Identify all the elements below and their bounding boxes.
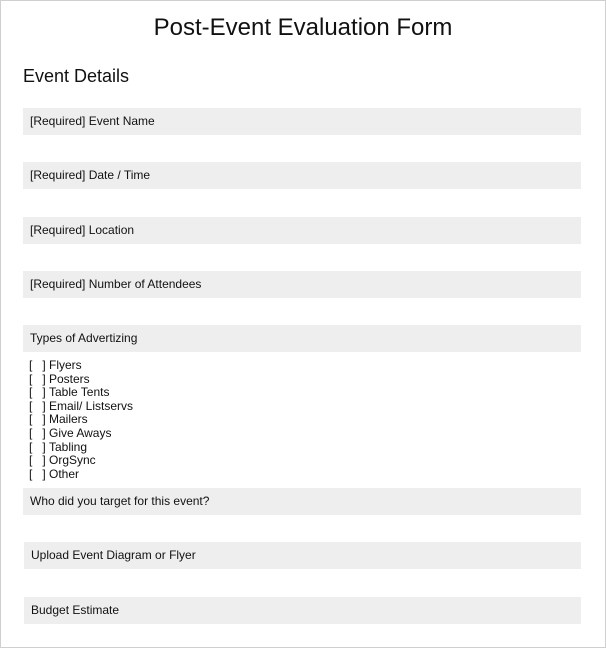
checkbox[interactable]: [ ] (29, 398, 46, 413)
checklist-item-label: OrgSync (49, 453, 96, 468)
checkbox[interactable]: [ ] (29, 439, 46, 454)
checklist-item-label: Table Tents (49, 385, 110, 400)
checklist-item-give-aways[interactable] (29, 427, 133, 441)
date-time-field[interactable]: [Required] Date / Time (23, 162, 581, 189)
target-audience-field[interactable]: Who did you target for this event? (23, 488, 581, 515)
checkbox[interactable]: [ ] (29, 453, 46, 468)
advertising-types-field: Types of Advertizing (23, 325, 581, 352)
checkbox[interactable]: [ ] (29, 358, 46, 372)
location-field[interactable]: [Required] Location (23, 217, 581, 244)
checklist-item-label: Posters (49, 371, 90, 386)
checklist-item-posters[interactable] (29, 373, 133, 387)
checkbox[interactable]: [ ] (29, 466, 46, 481)
checklist-item-label: Other (49, 466, 80, 481)
checklist-item-flyers[interactable] (29, 359, 133, 373)
checklist-item-label: Email/ Listservs (49, 398, 134, 413)
advertising-checklist (29, 359, 133, 481)
checkbox[interactable]: [ ] (29, 385, 46, 400)
checklist-item-label: Flyers (49, 358, 82, 372)
upload-diagram-field[interactable]: Upload Event Diagram or Flyer (24, 542, 581, 569)
checklist-item-other[interactable] (29, 468, 133, 482)
checklist-item-orgsync[interactable] (29, 454, 133, 468)
checkbox[interactable]: [ ] (29, 371, 46, 386)
checklist-item-table-tents[interactable] (29, 386, 133, 400)
checklist-item-label: Mailers (49, 412, 88, 427)
checklist-item-label: Tabling (49, 439, 88, 454)
checklist-item-email-listservs[interactable] (29, 400, 133, 414)
checkbox[interactable]: [ ] (29, 412, 46, 427)
checklist-item-label: Give Aways (49, 425, 112, 440)
budget-estimate-field[interactable]: Budget Estimate (24, 597, 581, 624)
event-name-field[interactable]: [Required] Event Name (23, 108, 581, 135)
section-title-event-details: Event Details (23, 66, 130, 86)
page-title: Post-Event Evaluation Form (153, 14, 453, 41)
checkbox[interactable]: [ ] (29, 425, 46, 440)
checklist-item-tabling[interactable] (29, 441, 133, 455)
attendees-field[interactable]: [Required] Number of Attendees (23, 271, 581, 298)
checklist-item-mailers[interactable] (29, 413, 133, 427)
